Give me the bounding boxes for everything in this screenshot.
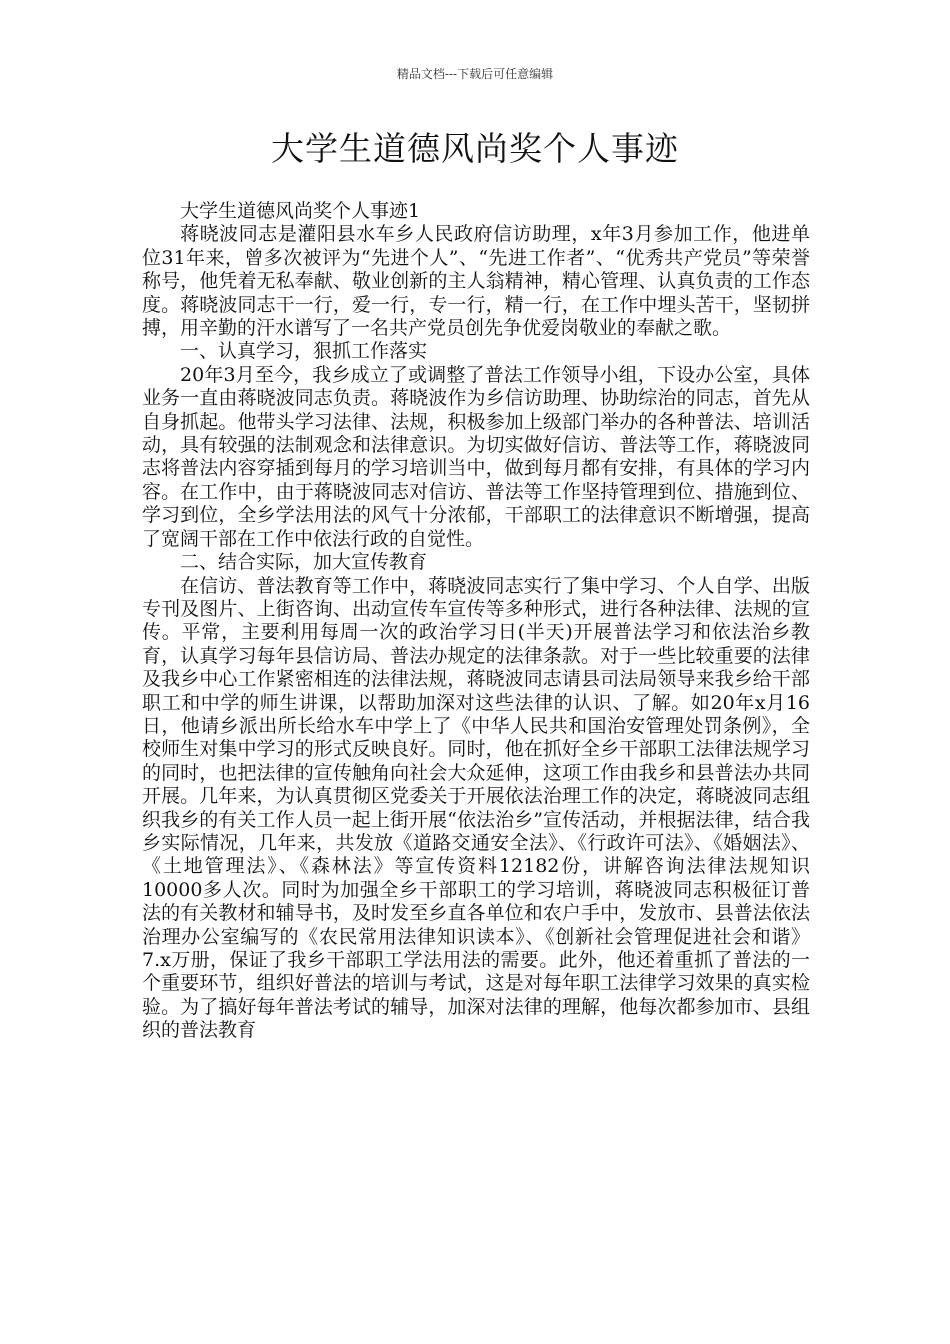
paragraph-publicity: 在信访、普法教育等工作中，蒋晓波同志实行了集中学习、个人自学、出版专刊及图片、上街咨询、出动宣传车宣传等多种形式，进行各种法律、法规的宣传。平常，主要利用每周一次的政治学习日(半天)开展普法学习和依法治乡教育，认真学习每年县信访局、普法办规定的法律条款。对于一些比较重要的法律及我乡中心工作紧密相连的法律法规，蒋晓波同志请县司法局领导来我乡给干部职工和中学的师生讲课，以帮助加深对这些法律的认识、了解。如20年x月16日，他请乡派出所长给水车中学上了《中华人民共和国治安管理处罚条例》，全校师生对集中学习的形式反映良好。同时，他在抓好全乡干部职工法律法规学习的同时，也把法律的宣传触角向社会大众延伸，这项工作由我乡和县普法办共同开展。几年来，为认真贯彻区党委关于开展依法治理工作的决定，蒋晓波同志组织我乡的有关工作人员一起上街开展“依法治乡”宣传活动，并根据法律，结合我乡实际情况，几年来，共发放《道路交通安全法》、《行政许可法》、《婚姻法》、《土地管理法》、《森林法》等宣传资料12182份，讲解咨询法律法规知识10000多人次。同时为加强全乡干部职工的学习培训，蒋晓波同志积极征订普法的有关教材和辅导书，及时发至乡直各单位和农户手中，发放市、县普法依法治理办公室编写的《农民常用法律知识读本》、《创新社会管理促进社会和谐》7.x万册，保证了我乡干部职工学法用法的需要。此外，他还着重抓了普法的一个重要环节，组织好普法的培训与考试，这是对每年职工法律学习效果的真实检验。为了搞好每年普法考试的辅导，加深对法律的理解，他每次都参加市、县组织的普法教育 (142, 574, 810, 1042)
page-header-note: 精品文档---下载后可任意编辑 (396, 67, 554, 81)
section-heading-1: 大学生道德风尚奖个人事迹1 (180, 200, 421, 222)
document-body (142, 200, 810, 1043)
document-title: 大学生道德风尚奖个人事迹 (271, 129, 679, 168)
paragraph-intro: 蒋晓波同志是灌阳县水车乡人民政府信访助理，x年3月参加工作，他进单位31年来，曾多次被评为“先进个人”、“先进工作者”、“优秀共产党员”等荣誉称号，他凭着无私奉献、敬业创新的主人翁精神，精心管理、认真负责的工作态度。蒋晓波同志干一行，爱一行，专一行，精一行，在工作中埋头苦干，坚韧拼搏，用辛勤的汗水谱写了一名共产党员创先争优爱岗敬业的奉献之歌。 (142, 223, 810, 340)
section-heading-publicity: 二、结合实际，加大宣传教育 (180, 551, 428, 574)
paragraph-learn: 20年3月至今，我乡成立了或调整了普法工作领导小组，下设办公室，具体业务一直由蒋晓波同志负责。蒋晓波作为乡信访助理、协助综治的同志，首先从自身抓起。他带头学习法律、法规，积极参加上级部门举办的各种普法、培训活动，具有较强的法制观念和法律意识。为切实做好信访、普法等工作，蒋晓波同志将普法内容穿插到每月的学习培训当中，做到每月都有安排，有具体的学习内容。在工作中，由于蒋晓波同志对信访、普法等工作坚持管理到位、措施到位、学习到位，全乡学法用法的风气十分浓郁，干部职工的法律意识不断增强，提高了宽阔干部在工作中依法行政的自觉性。 (142, 363, 810, 550)
section-heading-learn: 一、认真学习，狠抓工作落实 (180, 340, 428, 363)
